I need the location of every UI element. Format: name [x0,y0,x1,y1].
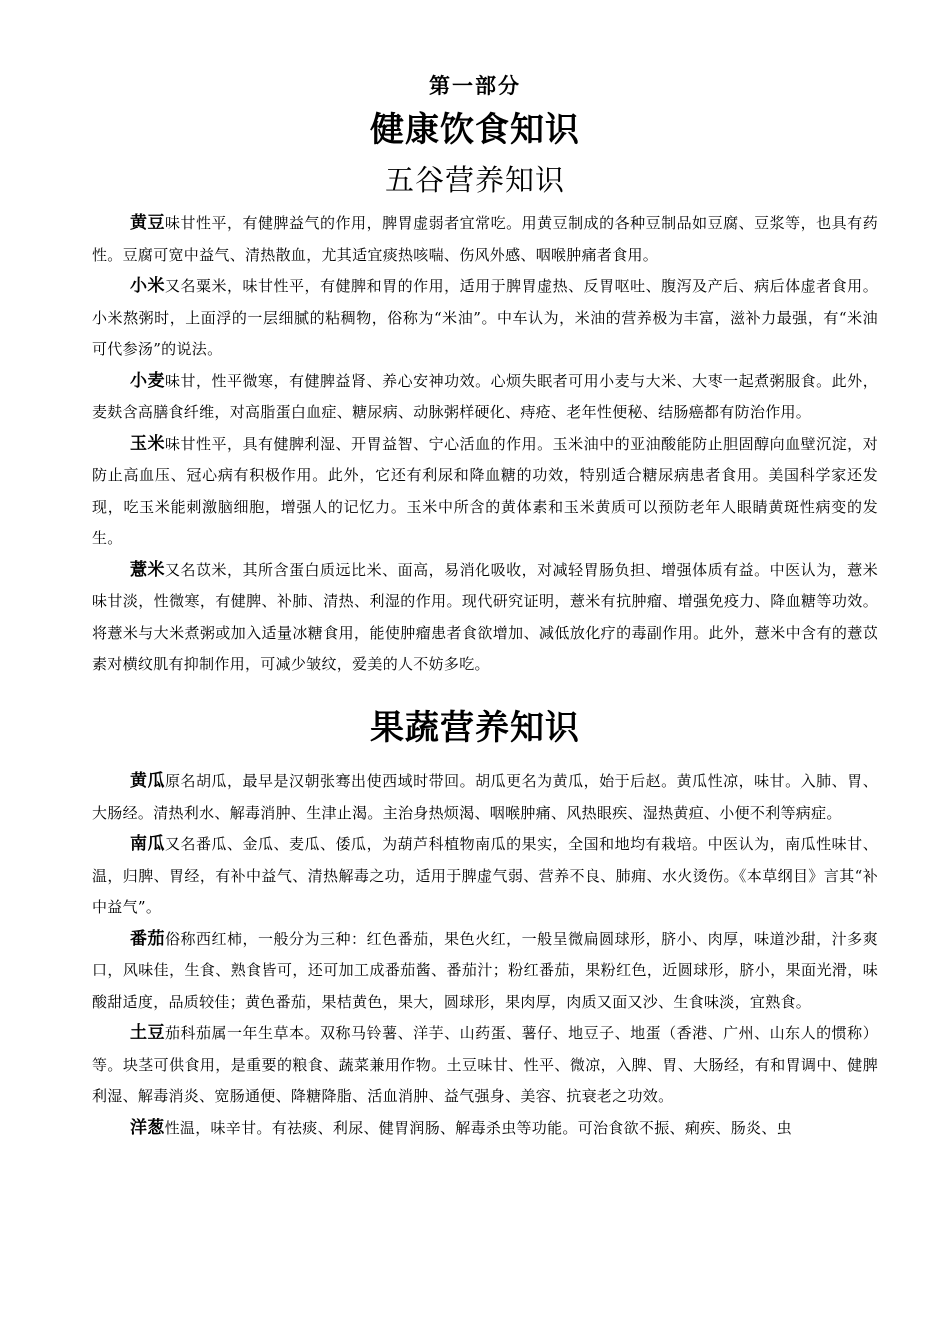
text-soybean: 味甘性平，有健脾益气的作用，脾胃虚弱者宜常吃。用黄豆制成的各种豆制品如豆腐、豆浆等，也具有药性。豆腐可宽中益气、清热散血，尤其适宜痰热咳喘、伤风外感、咽喉肿痛者食用。 [92,214,878,264]
paragraph-pumpkin [92,829,878,924]
text-pumpkin: 又名番瓜、金瓜、麦瓜、倭瓜，为葫芦科植物南瓜的果实，全国和地均有栽培。中医认为，南瓜性味甘、温，归脾、胃经，有补中益气、清热解毒之功，适用于脾虚气弱、营养不良、肺痈、水火烫伤。《本草纲目》言其“补中益气”。 [92,835,878,916]
text-coix-seed: 又名苡米，其所含蛋白质远比米、面高，易消化吸收，对减轻胃肠负担、增强体质有益。中医认为，薏米味甘淡，性微寒，有健脾、补肺、清热、利湿的作用。现代研究证明，薏米有抗肿瘤、增强免疫力、降血糖等功效。将薏米与大米煮粥或加入适量冰糖食用，能使肿瘤患者食欲增加、减低放化疗的毒副作用。此外，薏米中含有的薏苡素对横纹肌有抑制作用，可减少皱纹，爱美的人不妨多吃。 [92,560,878,673]
paragraph-coix-seed [92,555,878,681]
term-onion: 洋葱 [130,1117,165,1138]
term-soybean: 黄豆 [130,213,166,233]
paragraph-cucumber [92,766,878,829]
text-potato: 茄科茄属一年生草本。双称马铃薯、洋芋、山药蛋、薯仔、地豆子、地蛋（香港、广州、山东人的惯称）等。块茎可供食用，是重要的粮食、蔬菜兼用作物。土豆味甘、性平、微凉，入脾、胃、大肠经，有和胃调中、健脾利湿、解毒消炎、宽肠通便、降糖降脂、活血消肿、益气强身、美容、抗衰老之功效。 [92,1024,878,1105]
paragraph-potato [92,1018,878,1113]
text-onion: 性温，味辛甘。有祛痰、利尿、健胃润肠、解毒杀虫等功能。可治食欲不振、痢疾、肠炎、虫 [164,1118,792,1137]
section-title-grains: 五谷营养知识 [384,163,565,197]
text-millet: 又名粟米，味甘性平，有健脾和胃的作用，适用于脾胃虚热、反胃呕吐、腹泻及产后、病后体虚者食用。小米熬粥时，上面浮的一层细腻的粘稠物，俗称为“米油”。中车认为，米油的营养极为丰富，滋补力最强，有“米油可代参汤”的说法。 [92,277,878,358]
grains-section-body [92,208,878,681]
term-potato: 土豆 [130,1023,166,1043]
text-cucumber: 原名胡瓜，最早是汉朝张骞出使西域时带回。胡瓜更名为黄瓜，始于后赵。黄瓜性凉，味甘。入肺、胃、大肠经。清热利水、解毒消肿、生津止渴。主治身热烦渴、咽喉肿痛、风热眼疾、湿热黄疸、小便不利等病症。 [92,772,878,822]
term-cucumber: 黄瓜 [130,771,166,791]
fruits-vegetables-section-body [92,766,878,1144]
term-tomato: 番茄 [130,928,166,949]
term-pumpkin: 南瓜 [130,834,166,854]
paragraph-tomato [92,924,878,1019]
term-corn: 玉米 [130,433,166,454]
text-tomato: 俗称西红柿，一般分为三种：红色番茄，果色火红，一般呈微扁圆球形，脐小、肉厚，味道沙甜，汁多爽口，风味佳，生食、熟食皆可，还可加工成番茄酱、番茄汁；粉红番茄，果粉红色，近圆球形，脐小，果面光滑，味酸甜适度，品质较佳；黄色番茄，果桔黄色，果大，圆球形，果肉厚，肉质又面又沙、生食味淡，宜熟食。 [92,929,878,1011]
main-title: 健康饮食知识 [370,110,580,150]
section-title-fruits-vegetables: 果蔬营养知识 [370,708,580,748]
term-millet: 小米 [130,276,166,296]
paragraph-wheat [92,366,878,429]
paragraph-onion [92,1113,878,1145]
paragraph-soybean [92,208,878,271]
paragraph-millet [92,271,878,366]
text-corn: 味甘性平，具有健脾利湿、开胃益智、宁心活血的作用。玉米油中的亚油酸能防止胆固醇向血壁沉淀，对防止高血压、冠心病有积极作用。此外，它还有利尿和降血糖的功效，特别适合糖尿病患者食用。美国科学家还发现，吃玉米能刺激脑细胞，增强人的记忆力。玉米中所含的黄体素和玉米黄质可以预防老年人眼睛黄斑性病变的发生。 [92,434,878,547]
text-wheat: 味甘，性平微寒，有健脾益肾、养心安神功效。心烦失眠者可用小麦与大米、大枣一起煮粥服食。此外，麦麸含高膳食纤维，对高脂蛋白血症、糖尿病、动脉粥样硬化、痔疮、老年性便秘、结肠癌都有防治作用。 [92,371,878,421]
term-coix-seed: 薏米 [130,559,166,580]
paragraph-corn [92,429,878,555]
part-title: 第一部分 [429,74,521,98]
term-wheat: 小麦 [130,370,166,391]
